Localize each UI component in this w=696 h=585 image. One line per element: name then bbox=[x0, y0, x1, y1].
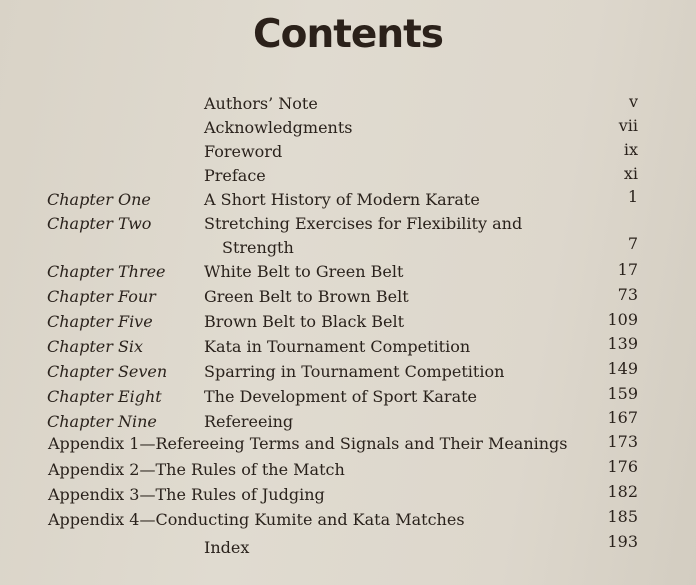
chapter-label: Chapter Five bbox=[47, 312, 153, 331]
toc-entry bbox=[0, 310, 696, 334]
entry-title: Acknowledgments bbox=[204, 118, 353, 137]
toc-entry bbox=[0, 212, 696, 236]
entry-title: Preface bbox=[204, 166, 266, 185]
toc-entry bbox=[0, 260, 696, 284]
toc-entry bbox=[0, 483, 696, 507]
toc-entry bbox=[0, 532, 696, 560]
chapter-label: Chapter Three bbox=[47, 262, 166, 281]
toc-entry bbox=[0, 360, 696, 384]
page-number: 182 bbox=[607, 482, 638, 501]
entry-title: Sparring in Tournament Competition bbox=[204, 362, 505, 381]
entry-title: A Short History of Modern Karate bbox=[204, 190, 480, 209]
entry-title: White Belt to Green Belt bbox=[204, 262, 404, 281]
toc-entry bbox=[0, 92, 696, 116]
page-number: 176 bbox=[607, 457, 638, 476]
entry-title: Foreword bbox=[204, 142, 283, 161]
toc-entry bbox=[0, 458, 696, 482]
entry-title: Green Belt to Brown Belt bbox=[204, 287, 409, 306]
entry-title: Index bbox=[204, 538, 250, 557]
page-number: 109 bbox=[607, 310, 638, 329]
page-number: 73 bbox=[617, 285, 638, 304]
chapter-label: Chapter Six bbox=[47, 337, 144, 356]
entry-title: Appendix 4—Conducting Kumite and Kata Matches bbox=[48, 510, 465, 529]
toc-entry bbox=[0, 385, 696, 409]
entry-title: Authors’ Note bbox=[204, 94, 318, 113]
toc-entry bbox=[0, 116, 696, 140]
page-number: 185 bbox=[607, 507, 638, 526]
toc-entry bbox=[0, 335, 696, 359]
entry-title: Appendix 3—The Rules of Judging bbox=[48, 485, 325, 504]
page-number: v bbox=[628, 92, 638, 111]
page-number: 17 bbox=[617, 260, 638, 279]
entry-title: Appendix 1—Refereeing Terms and Signals and Their Meanings bbox=[48, 434, 568, 453]
entry-title: Stretching Exercises for Flexibility and bbox=[204, 214, 523, 233]
chapter-label: Chapter Two bbox=[47, 214, 152, 233]
entry-title: Brown Belt to Black Belt bbox=[204, 312, 405, 331]
toc-entry bbox=[0, 285, 696, 309]
chapter-label: Chapter Four bbox=[47, 287, 156, 306]
entry-title: Refereeing bbox=[204, 412, 294, 431]
entry-title: Appendix 2—The Rules of the Match bbox=[48, 460, 345, 479]
page-number: 167 bbox=[607, 408, 638, 427]
toc-entry bbox=[0, 410, 696, 434]
page-number: 149 bbox=[607, 359, 638, 378]
page-number: 139 bbox=[607, 334, 638, 353]
page-number: xi bbox=[623, 164, 638, 183]
chapter-label: Chapter Seven bbox=[47, 362, 168, 381]
toc-entry bbox=[0, 508, 696, 532]
toc-entry bbox=[0, 164, 696, 188]
page-number: vii bbox=[618, 116, 638, 135]
toc-entry bbox=[0, 236, 696, 260]
chapter-label: Chapter Eight bbox=[47, 387, 162, 406]
chapter-label: Chapter Nine bbox=[47, 412, 157, 431]
entry-title: The Development of Sport Karate bbox=[204, 387, 478, 406]
page-number: 159 bbox=[607, 384, 638, 403]
page-number: 7 bbox=[627, 234, 638, 253]
page-number: 173 bbox=[607, 432, 638, 451]
entry-title: Kata in Tournament Competition bbox=[204, 337, 471, 356]
toc-entry bbox=[0, 432, 696, 456]
page-number: 1 bbox=[627, 187, 638, 206]
page-number: ix bbox=[623, 140, 638, 159]
toc-entry bbox=[0, 188, 696, 212]
toc-entry bbox=[0, 140, 696, 164]
page-title: Contents bbox=[253, 12, 443, 57]
page-number: 193 bbox=[607, 532, 638, 551]
chapter-label: Chapter One bbox=[47, 190, 151, 209]
entry-title: Strength bbox=[222, 238, 294, 257]
